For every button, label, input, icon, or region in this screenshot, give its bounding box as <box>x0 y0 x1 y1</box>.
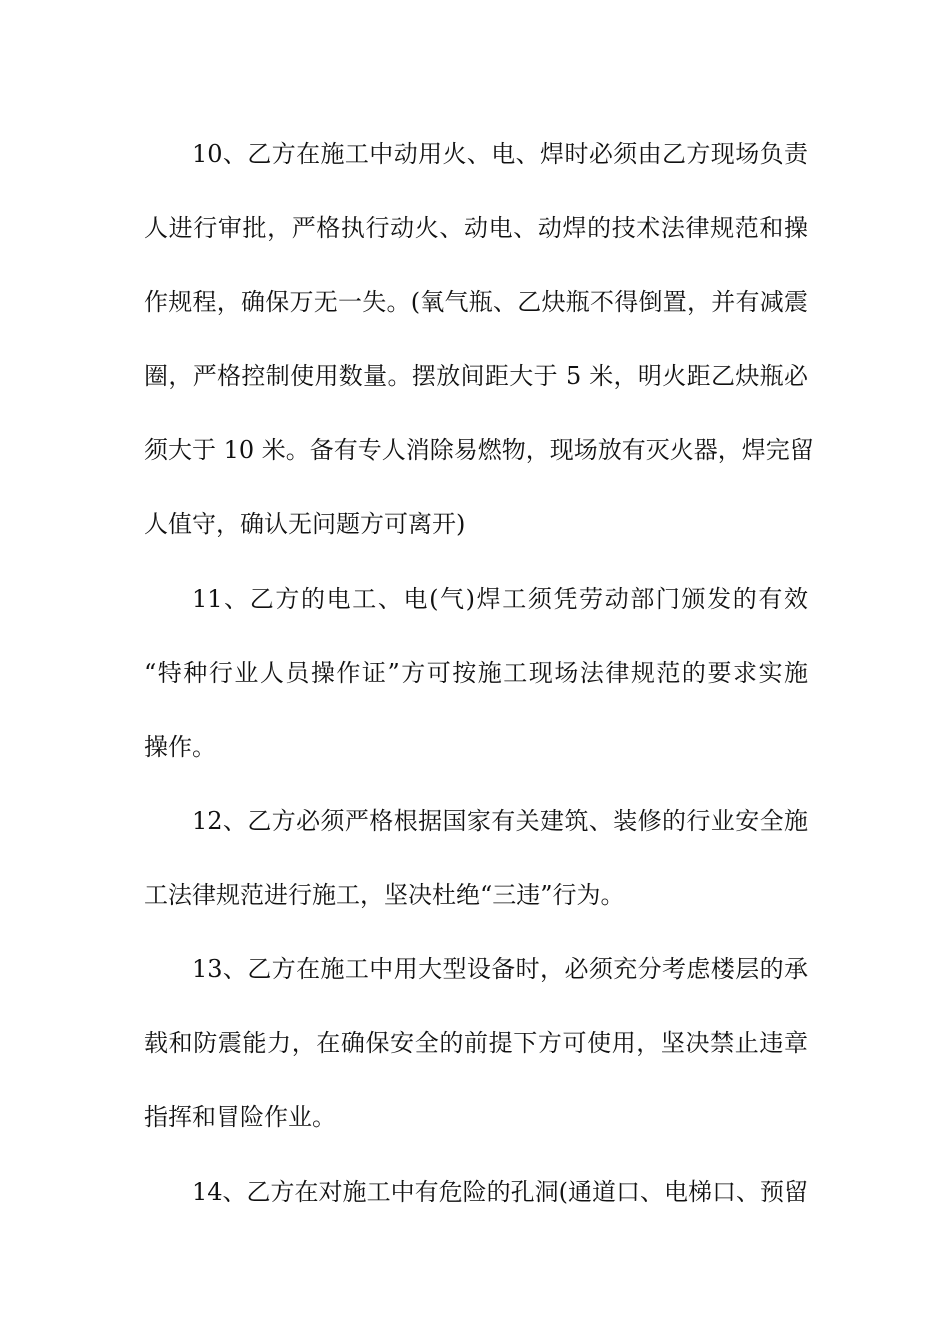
text-line-2: 人进行审批，严格执行动火、动电、动焊的技术法律规范和操 <box>144 214 808 242</box>
text-line-8: “特种行业人员操作证”方可按施工现场法律规范的要求实施 <box>144 659 808 687</box>
text-line-4: 圈，严格控制使用数量。摆放间距大于 5 米，明火距乙炔瓶必 <box>144 362 808 390</box>
text-line-10: 12、乙方必须严格根据国家有关建筑、装修的行业安全施 <box>192 807 808 835</box>
text-line-6: 人值守，确认无问题方可离开) <box>144 510 466 538</box>
text-line-9: 操作。 <box>144 733 216 761</box>
text-line-15: 14、乙方在对施工中有危险的孔洞(通道口、电梯口、预留 <box>192 1178 808 1206</box>
text-line-7: 11、乙方的电工、电(气)焊工须凭劳动部门颁发的有效 <box>192 585 808 613</box>
text-line-1: 10、乙方在施工中动用火、电、焊时必须由乙方现场负责 <box>192 140 808 168</box>
text-line-3: 作规程，确保万无一失。(氧气瓶、乙炔瓶不得倒置，并有减震 <box>144 288 808 316</box>
text-line-11: 工法律规范进行施工，坚决杜绝“三违”行为。 <box>144 881 625 909</box>
text-line-14: 指挥和冒险作业。 <box>144 1103 336 1131</box>
text-line-12: 13、乙方在施工中用大型设备时，必须充分考虑楼层的承 <box>192 955 808 983</box>
text-line-5: 须大于 10 米。备有专人消除易燃物，现场放有灭火器，焊完留 <box>144 436 814 464</box>
text-line-13: 载和防震能力，在确保安全的前提下方可使用，坚决禁止违章 <box>144 1029 808 1057</box>
